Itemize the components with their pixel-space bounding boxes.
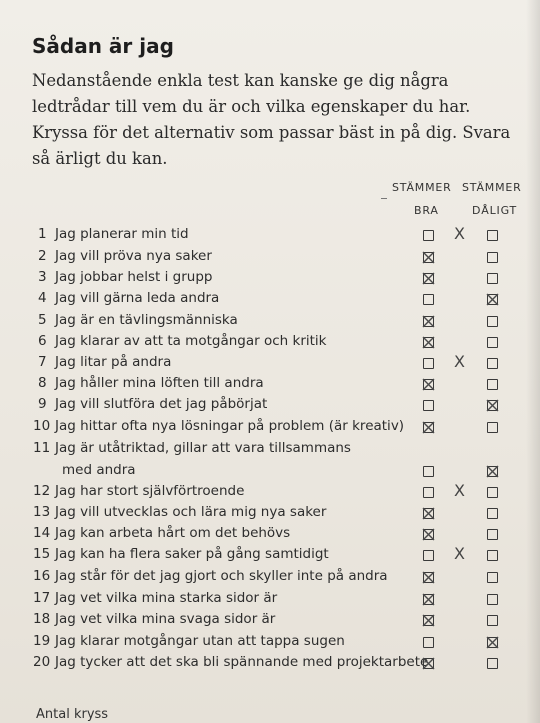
- question-row: [0, 290, 540, 312]
- column-header-agree-bottom: BRA: [414, 204, 439, 217]
- question-row: [0, 226, 540, 248]
- checkbox-stammer-bra[interactable]: [423, 572, 434, 583]
- question-number: 18: [33, 611, 51, 627]
- checkbox-stammer-bra[interactable]: [423, 466, 434, 477]
- pencil-cross-icon: [422, 507, 435, 520]
- question-number: 1: [38, 226, 47, 242]
- question-text: Jag jobbar helst i grupp: [55, 269, 213, 285]
- checkbox-stammer-daligt[interactable]: [487, 550, 498, 561]
- checkbox-stammer-daligt[interactable]: [487, 316, 498, 327]
- question-text: Jag vet vilka mina svaga sidor är: [55, 611, 276, 627]
- question-number: 19: [33, 633, 51, 649]
- between-columns-cross: X: [454, 481, 465, 500]
- checkbox-stammer-daligt[interactable]: [487, 637, 498, 648]
- question-number: 8: [38, 375, 47, 391]
- checkbox-stammer-bra[interactable]: [423, 594, 434, 605]
- column-header-disagree-bottom: DÅLIGT: [472, 204, 518, 217]
- checkbox-stammer-bra[interactable]: [423, 252, 434, 263]
- between-columns-cross: X: [454, 544, 465, 563]
- question-number: 2: [38, 248, 47, 264]
- question-row: [0, 354, 540, 376]
- checkbox-stammer-bra[interactable]: [423, 358, 434, 369]
- pencil-cross-icon: [422, 593, 435, 606]
- question-row: [0, 546, 540, 568]
- page-title: Sådan är jag: [32, 34, 174, 58]
- question-row: [0, 248, 540, 270]
- question-row: [0, 483, 540, 505]
- question-text: Jag vet vilka mina starka sidor är: [55, 590, 278, 606]
- checkbox-stammer-bra[interactable]: [423, 230, 434, 241]
- checkbox-stammer-bra[interactable]: [423, 379, 434, 390]
- checkbox-stammer-daligt[interactable]: [487, 572, 498, 583]
- question-number: 16: [33, 568, 51, 584]
- checkbox-stammer-daligt[interactable]: [487, 294, 498, 305]
- question-row: [0, 611, 540, 633]
- pencil-cross-icon: [486, 399, 499, 412]
- checkbox-stammer-bra[interactable]: [423, 508, 434, 519]
- checkbox-stammer-bra[interactable]: [423, 637, 434, 648]
- checkbox-stammer-bra[interactable]: [423, 400, 434, 411]
- question-text: Jag kan ha flera saker på gång samtidigt: [55, 546, 329, 562]
- between-columns-cross: X: [454, 224, 465, 243]
- question-number: 13: [33, 504, 51, 520]
- checkbox-stammer-daligt[interactable]: [487, 273, 498, 284]
- question-text: Jag tycker att det ska bli spännande med projektarbete: [55, 654, 429, 670]
- question-number: 4: [38, 290, 47, 306]
- question-text: Jag litar på andra: [55, 354, 172, 370]
- checkbox-stammer-bra[interactable]: [423, 294, 434, 305]
- question-number: 17: [33, 590, 51, 606]
- checkbox-stammer-daligt[interactable]: [487, 529, 498, 540]
- question-number: 5: [38, 312, 47, 328]
- question-text: Jag kan arbeta hårt om det behövs: [55, 525, 291, 541]
- question-row: [0, 440, 540, 478]
- question-text: Jag har stort självförtroende: [55, 483, 245, 499]
- question-number: 10: [33, 418, 51, 434]
- question-number: 20: [33, 654, 51, 670]
- question-number: 14: [33, 525, 51, 541]
- pencil-cross-icon: [422, 528, 435, 541]
- question-row: [0, 396, 540, 418]
- question-row: [0, 568, 540, 590]
- checkbox-stammer-daligt[interactable]: [487, 594, 498, 605]
- checkbox-stammer-bra[interactable]: [423, 273, 434, 284]
- question-row: [0, 654, 540, 676]
- pencil-cross-icon: [422, 272, 435, 285]
- pencil-cross-icon: [422, 614, 435, 627]
- pencil-cross-icon: [422, 657, 435, 670]
- question-text: Jag klarar motgångar utan att tappa sugen: [55, 633, 345, 649]
- pencil-cross-icon: [422, 571, 435, 584]
- question-number: 15: [33, 546, 51, 562]
- checkbox-stammer-bra[interactable]: [423, 316, 434, 327]
- pencil-mark: [381, 198, 387, 199]
- intro-paragraph: Nedanstående enkla test kan kanske ge dig några ledtrådar till vem du är och vilka egenskaper du har. Kryssa för det alternativ som passar bäst in på dig. Svara så ärligt du kan.: [32, 71, 511, 168]
- question-text: Jag planerar min tid: [55, 226, 189, 242]
- column-header-disagree-top: STÄMMER: [462, 181, 522, 194]
- checkbox-stammer-bra[interactable]: [423, 337, 434, 348]
- pencil-cross-icon: [486, 636, 499, 649]
- question-text: Jag vill pröva nya saker: [55, 248, 212, 264]
- checkbox-stammer-bra[interactable]: [423, 550, 434, 561]
- question-text: Jag vill slutföra det jag påbörjat: [55, 396, 268, 412]
- question-row: [0, 633, 540, 655]
- question-text: Jag håller mina löften till andra: [55, 375, 264, 391]
- question-number: 3: [38, 269, 47, 285]
- checkbox-stammer-bra[interactable]: [423, 529, 434, 540]
- pencil-cross-icon: [422, 251, 435, 264]
- question-row: [0, 504, 540, 526]
- question-text: Jag är utåtriktad, gillar att vara tillsammans: [55, 440, 351, 456]
- question-row: [0, 375, 540, 397]
- question-row: [0, 269, 540, 291]
- question-number: 12: [33, 483, 51, 499]
- pencil-cross-icon: [422, 336, 435, 349]
- question-number: 9: [38, 396, 47, 412]
- checkbox-stammer-daligt[interactable]: [487, 358, 498, 369]
- question-number: 6: [38, 333, 47, 349]
- pencil-cross-icon: [422, 315, 435, 328]
- question-row: [0, 590, 540, 612]
- checkbox-stammer-bra[interactable]: [423, 487, 434, 498]
- checkbox-stammer-bra[interactable]: [423, 658, 434, 669]
- between-columns-cross: X: [454, 352, 465, 371]
- column-header-agree-top: STÄMMER: [392, 181, 452, 194]
- checkbox-stammer-daligt[interactable]: [487, 252, 498, 263]
- checkbox-stammer-daligt[interactable]: [487, 466, 498, 477]
- checkbox-stammer-daligt[interactable]: [487, 379, 498, 390]
- question-text-continued: med andra: [62, 462, 136, 478]
- checkbox-stammer-daligt[interactable]: [487, 658, 498, 669]
- question-row: [0, 312, 540, 334]
- checkbox-stammer-daligt[interactable]: [487, 230, 498, 241]
- pencil-cross-icon: [422, 421, 435, 434]
- question-row: [0, 418, 540, 440]
- question-text: Jag står för det jag gjort och skyller inte på andra: [55, 568, 388, 584]
- question-text: Jag vill gärna leda andra: [55, 290, 220, 306]
- checkbox-stammer-bra[interactable]: [423, 422, 434, 433]
- checkbox-stammer-daligt[interactable]: [487, 400, 498, 411]
- checkbox-stammer-daligt[interactable]: [487, 487, 498, 498]
- question-text: Jag vill utvecklas och lära mig nya saker: [55, 504, 327, 520]
- checkbox-stammer-daligt[interactable]: [487, 422, 498, 433]
- pencil-cross-icon: [422, 378, 435, 391]
- question-text: Jag är en tävlingsmänniska: [55, 312, 238, 328]
- footer-label: Antal kryss: [36, 707, 109, 722]
- question-number: 11: [33, 440, 51, 456]
- checkbox-stammer-daligt[interactable]: [487, 508, 498, 519]
- question-text: Jag klarar av att ta motgångar och kritik: [55, 333, 327, 349]
- question-number: 7: [38, 354, 47, 370]
- pencil-cross-icon: [486, 465, 499, 478]
- checkbox-stammer-daligt[interactable]: [487, 615, 498, 626]
- checkbox-stammer-daligt[interactable]: [487, 337, 498, 348]
- pencil-cross-icon: [486, 293, 499, 306]
- checkbox-stammer-bra[interactable]: [423, 615, 434, 626]
- question-text: Jag hittar ofta nya lösningar på problem (är kreativ): [55, 418, 405, 434]
